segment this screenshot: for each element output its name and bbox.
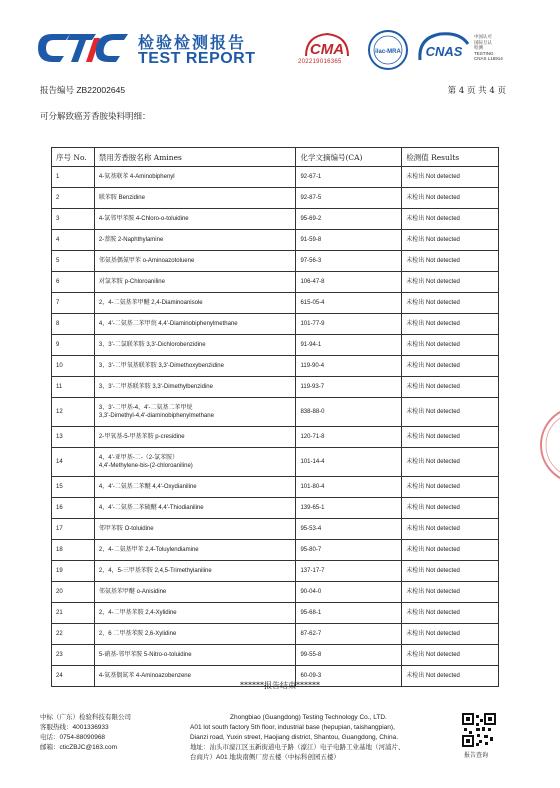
amine-name-line: 2-甲氧基-5-甲基苯胺 p-cresidine: [98, 434, 185, 440]
ilac-mra-seal: [366, 28, 410, 72]
row-result: 未检出 Not detected: [402, 624, 499, 645]
amine-name-line: 4，4'-亚甲基-二-（2-氯苯胺）: [98, 455, 179, 461]
row-no: 6: [52, 272, 95, 293]
row-amine-name: [94, 561, 296, 582]
row-cas-number: 120-71-8: [296, 427, 402, 448]
row-result: 未检出 Not detected: [402, 377, 499, 398]
table-header-row: [52, 148, 499, 167]
footer-address-en-1: A01 lot south factory 5th floor, industrial base (hepupian, taishangpian),: [190, 724, 395, 731]
amine-name-line: 3,3'-Dimethyl-4,4'-diaminobiphenylmethane: [98, 413, 214, 419]
row-no: 14: [52, 448, 95, 477]
table-row: [52, 427, 499, 448]
footer-company-name: 中标（广东）检验科技有限公司: [40, 714, 131, 721]
amine-name-line: 2，4-二甲基苯胺 2,4-Xylidine: [98, 610, 177, 616]
table-row: [52, 314, 499, 335]
amine-name-line: 4-氨基偶氮苯 4-Aminoazobenzene: [98, 673, 191, 679]
table-row: [52, 519, 499, 540]
row-result: 未检出 Not detected: [402, 519, 499, 540]
amine-name-line: 对氯苯胺 p-Chloroaniline: [98, 279, 165, 285]
header-name: 禁用芳香胺名称 Amines: [94, 148, 296, 167]
row-cas-number: 91-59-8: [296, 230, 402, 251]
row-no: 1: [52, 167, 95, 188]
row-cas-number: 92-87-5: [296, 188, 402, 209]
cma-seal: [302, 28, 352, 72]
row-no: 2: [52, 188, 95, 209]
row-result: 未检出 Not detected: [402, 167, 499, 188]
footer-company-info: [40, 713, 190, 753]
footer-email: 邮箱：cticZBJC@163.com: [40, 744, 118, 751]
row-amine-name: [94, 209, 296, 230]
amine-name-line: 2，4-二氨基苯甲醚 2,4-Diaminoanisole: [98, 300, 203, 306]
official-stamp: [534, 400, 560, 490]
row-no: 11: [52, 377, 95, 398]
row-amine-name: [94, 314, 296, 335]
table-row: [52, 561, 499, 582]
row-cas-number: 90-04-0: [296, 582, 402, 603]
footer-hotline: 客服热线：4001336933: [40, 724, 109, 731]
header-cas: 化学文摘编号(CA): [296, 148, 402, 167]
row-cas-number: 60-09-3: [296, 666, 402, 687]
ctic-logo: [34, 28, 132, 68]
report-header: [34, 26, 534, 76]
row-no: 21: [52, 603, 95, 624]
row-amine-name: [94, 398, 296, 427]
row-result: 未检出 Not detected: [402, 645, 499, 666]
footer-address-en-2: Dianzi road, Yuxin street, Haojiang district, Shantou, Guangdong, China.: [190, 734, 399, 741]
row-result: 未检出 Not detected: [402, 398, 499, 427]
table-row: [52, 230, 499, 251]
row-result: 未检出 Not detected: [402, 603, 499, 624]
row-amine-name: [94, 356, 296, 377]
row-amine-name: [94, 167, 296, 188]
row-no: 15: [52, 477, 95, 498]
row-no: 13: [52, 427, 95, 448]
row-no: 23: [52, 645, 95, 666]
row-cas-number: 95-53-4: [296, 519, 402, 540]
row-amine-name: [94, 624, 296, 645]
amine-name-line: 4，4'-二氨基二苯硫醚 4,4'-Thiodianiline: [98, 505, 204, 511]
row-result: 未检出 Not detected: [402, 448, 499, 477]
table-row: [52, 293, 499, 314]
header-no: 序号 No.: [52, 148, 95, 167]
table-row: [52, 209, 499, 230]
amines-table: [51, 147, 499, 687]
row-amine-name: [94, 251, 296, 272]
svg-text:CMA: CMA: [309, 41, 345, 58]
table-row: [52, 582, 499, 603]
header-result: 检测值 Results: [402, 148, 499, 167]
row-no: 24: [52, 666, 95, 687]
row-amine-name: [94, 540, 296, 561]
row-cas-number: 92-67-1: [296, 167, 402, 188]
row-amine-name: [94, 645, 296, 666]
table-row: [52, 272, 499, 293]
row-no: 5: [52, 251, 95, 272]
report-title-en: TEST REPORT: [138, 50, 256, 67]
row-cas-number: 99-55-8: [296, 645, 402, 666]
row-amine-name: [94, 448, 296, 477]
row-result: 未检出 Not detected: [402, 230, 499, 251]
row-amine-name: [94, 519, 296, 540]
row-result: 未检出 Not detected: [402, 293, 499, 314]
row-amine-name: [94, 603, 296, 624]
amine-name-line: 3，3'-二甲基联苯胺 3,3'-Dimethylbenzidine: [98, 384, 213, 390]
table-row: [52, 603, 499, 624]
row-cas-number: 119-93-7: [296, 377, 402, 398]
amine-name-line: 2-萘胺 2-Naphthylamine: [98, 237, 164, 243]
amine-name-line: 2，6 二甲基苯胺 2,6-Xylidine: [98, 631, 177, 637]
cnas-seal: [416, 30, 472, 70]
row-amine-name: [94, 335, 296, 356]
report-end-marker: ******报告结束******: [240, 681, 320, 690]
row-no: 3: [52, 209, 95, 230]
footer-phone: 电话：0754-88090968: [40, 734, 106, 741]
table-row: [52, 498, 499, 519]
row-no: 19: [52, 561, 95, 582]
row-result: 未检出 Not detected: [402, 272, 499, 293]
page-number: 第 4 页 共 4 页: [447, 86, 506, 96]
cma-number: 202219016365: [298, 59, 342, 65]
footer-address-cn-2: 台商片）A01 地块南侧厂房五楼（中标科创园五楼）: [190, 754, 340, 761]
table-row: [52, 398, 499, 427]
row-result: 未检出 Not detected: [402, 540, 499, 561]
footer-company-name-en: Zhongbiao (Guangdong) Testing Technology Co., LTD.: [230, 714, 387, 721]
row-result: 未检出 Not detected: [402, 314, 499, 335]
row-amine-name: [94, 582, 296, 603]
row-amine-name: [94, 230, 296, 251]
table-row: [52, 540, 499, 561]
table-row: [52, 188, 499, 209]
amine-name-line: 邻氨基苯甲醚 o-Anisidine: [98, 589, 167, 595]
table-row: [52, 356, 499, 377]
amine-name-line: 4,4'-Methylene-bis-(2-chloroaniline): [98, 463, 193, 469]
row-no: 8: [52, 314, 95, 335]
amine-name-line: 邻氨基偶氮甲苯 o-Aminoazotoluene: [98, 258, 195, 264]
row-no: 9: [52, 335, 95, 356]
amine-name-line: 2，4，5-三甲基苯胺 2,4,5-Trimethylaniline: [98, 568, 212, 574]
row-no: 18: [52, 540, 95, 561]
row-amine-name: [94, 427, 296, 448]
row-cas-number: 95-80-7: [296, 540, 402, 561]
row-result: 未检出 Not detected: [402, 335, 499, 356]
row-result: 未检出 Not detected: [402, 498, 499, 519]
qr-label: 报告查询: [464, 753, 489, 759]
row-no: 4: [52, 230, 95, 251]
row-no: 7: [52, 293, 95, 314]
amine-name-line: 4-氨基联苯 4-Aminobiphenyl: [98, 174, 175, 180]
cnas-side-text: 中国认可 国际互认 检测 TESTING CNAS L16914: [474, 34, 503, 61]
row-result: 未检出 Not detected: [402, 477, 499, 498]
row-result: 未检出 Not detected: [402, 209, 499, 230]
row-cas-number: 119-90-4: [296, 356, 402, 377]
amine-name-line: 4，4'-二氨基二苯醚 4,4'-Oxydianiline: [98, 484, 197, 490]
row-cas-number: 101-80-4: [296, 477, 402, 498]
table-body: [52, 167, 499, 687]
section-intro: 可分解致癌芳香胺染料明细：: [40, 112, 151, 122]
row-cas-number: 139-65-1: [296, 498, 402, 519]
report-number: 报告编号 ZB22002645: [40, 85, 126, 95]
row-cas-number: 87-62-7: [296, 624, 402, 645]
row-amine-name: [94, 477, 296, 498]
row-cas-number: 101-14-4: [296, 448, 402, 477]
table-row: [52, 477, 499, 498]
amine-name-line: 3，3'-二甲基-4，4'-二氨基二苯甲烷: [98, 405, 193, 411]
row-cas-number: 97-56-3: [296, 251, 402, 272]
row-no: 12: [52, 398, 95, 427]
table-row: [52, 335, 499, 356]
row-amine-name: [94, 377, 296, 398]
row-no: 22: [52, 624, 95, 645]
amine-name-line: 4，4'-二氨基二苯甲烷 4,4'-Diaminobiphenylmethane: [98, 321, 238, 327]
amine-name-line: 5-硝基-邻甲苯胺 5-Nitro-o-toluidine: [98, 652, 192, 658]
row-cas-number: 91-94-1: [296, 335, 402, 356]
row-no: 10: [52, 356, 95, 377]
amine-name-line: 3，3'-二甲氧基联苯胺 3,3'-Dimethoxybenzidine: [98, 363, 224, 369]
qr-code-icon[interactable]: [462, 713, 496, 747]
row-cas-number: 137-17-7: [296, 561, 402, 582]
table-row: [52, 377, 499, 398]
row-cas-number: 106-47-8: [296, 272, 402, 293]
row-result: 未检出 Not detected: [402, 666, 499, 687]
table-row: [52, 624, 499, 645]
table-row: [52, 448, 499, 477]
row-result: 未检出 Not detected: [402, 582, 499, 603]
svg-text:CNAS: CNAS: [425, 44, 463, 59]
amine-name-line: 2，4-二氨基甲苯 2,4-Toluylendiamine: [98, 547, 199, 553]
amine-name-line: 联苯胺 Benzidine: [98, 195, 145, 201]
row-cas-number: 615-05-4: [296, 293, 402, 314]
row-no: 20: [52, 582, 95, 603]
svg-text:ilac-MRA: ilac-MRA: [375, 49, 401, 55]
row-cas-number: 95-69-2: [296, 209, 402, 230]
footer-address-cn-1: 地址：汕头市濠江区玉新街道电子路（濠江）电子电路工业基地（河浦片、: [190, 744, 405, 751]
row-result: 未检出 Not detected: [402, 251, 499, 272]
row-result: 未检出 Not detected: [402, 356, 499, 377]
amine-name-line: 4-氯邻甲苯胺 4-Chloro-o-toluidine: [98, 216, 189, 222]
footer-address: [190, 713, 470, 763]
row-result: 未检出 Not detected: [402, 561, 499, 582]
report-title-cn: 检验检测报告: [138, 33, 247, 52]
amine-name-line: 邻甲苯胺 O-toluidine: [98, 526, 154, 532]
row-amine-name: [94, 293, 296, 314]
row-result: 未检出 Not detected: [402, 427, 499, 448]
table-row: [52, 167, 499, 188]
row-cas-number: 101-77-9: [296, 314, 402, 335]
row-result: 未检出 Not detected: [402, 188, 499, 209]
row-cas-number: 838-88-0: [296, 398, 402, 427]
row-amine-name: [94, 272, 296, 293]
table-row: [52, 645, 499, 666]
row-no: 17: [52, 519, 95, 540]
row-amine-name: [94, 188, 296, 209]
row-amine-name: [94, 498, 296, 519]
amine-name-line: 3，3'-二氯联苯胺 3,3'-Dichlorobenzidine: [98, 342, 206, 348]
row-cas-number: 95-68-1: [296, 603, 402, 624]
row-no: 16: [52, 498, 95, 519]
table-row: [52, 251, 499, 272]
